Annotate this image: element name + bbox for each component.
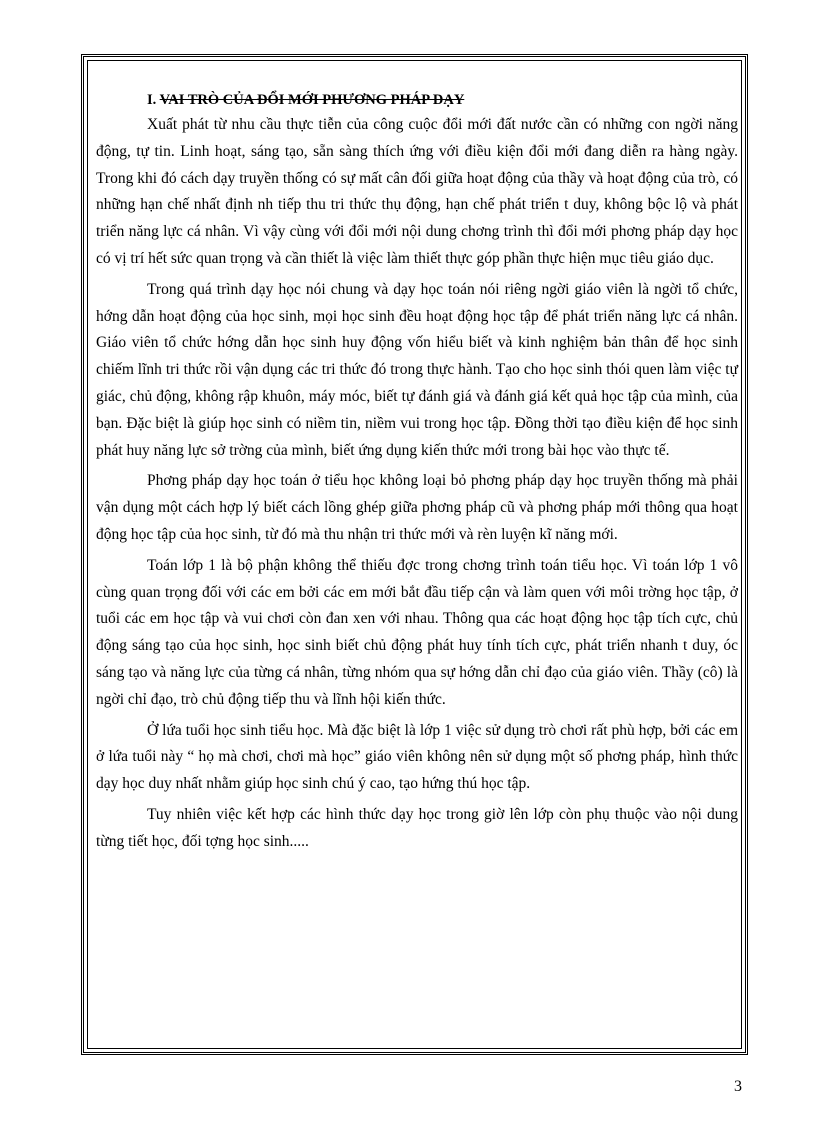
paragraph-5: Ở lứa tuổi học sinh tiểu học. Mà đặc biệt là lớp 1 việc sử dụng trò chơi rất phù hợp, bởi các em ở lứa tuổi này “ họ mà chơi, chơi mà học” giáo viên không nên sử dụng một số phơng pháp, hình thức dạy học duy nhất nhằm giúp học sinh chú ý cao, tạo hứng thú học tập. — [96, 721, 738, 793]
paragraph-4: Toán lớp 1 là bộ phận không thể thiếu đợc trong chơng trình toán tiểu học. Vì toán lớp 1 vô cùng quan trọng đối với các em bởi các em mới bắt đầu tiếp cận và làm quen với môi trờng học tập, ở tuổi các em học tập và vui chơi còn đan xen với nhau. Thông qua các hoạt động học tập tích cực, chủ động sáng tạo của học sinh, học sinh biết chủ động phát huy tính tích cực, phát triển nhanh t duy, óc sáng tạo và năng lực của từng cá nhân, từng nhóm qua sự hớng dẫn chỉ đạo của giáo viên. Thầy (cô) là ngời chỉ đạo, trò chủ động tiếp thu và lĩnh hội kiến thức. — [96, 556, 738, 708]
document-body — [96, 88, 738, 860]
paragraph-6: Tuy nhiên việc kết hợp các hình thức dạy học trong giờ lên lớp còn phụ thuộc vào nội dung từng tiết học, đối tợng học sinh..... — [96, 805, 738, 850]
section-title: VAI TRÒ CỦA ĐỔI MỚI PHƯƠNG PHÁP DẠY — [159, 92, 465, 108]
paragraph-1: Xuất phát từ nhu cầu thực tiễn của công cuộc đổi mới đất nước cần có những con ngời năng động, tự tin. Linh hoạt, sáng tạo, sẵn sàng thích ứng với điều kiện đổi mới đang diễn ra hàng ngày. Trong khi đó cách dạy truyền thống có sự mất cân đối giữa hoạt động của thầy và hoạt động của trò, có những hạn chế nhất định nh tiếp thu tri thức thụ động, hạn chế phát triển t duy, không bộc lộ và phát triển năng lực cá nhân. Vì vậy cùng với đổi mới nội dung chơng trình thì đổi mới phơng pháp dạy học có vị trí hết sức quan trọng và cần thiết là việc làm thiết thực góp phần thực hiện mục tiêu giáo dục. — [96, 116, 738, 267]
paragraph-3: Phơng pháp dạy học toán ở tiểu học không loại bỏ phơng pháp dạy học truyền thống mà phải vận dụng một cách hợp lý biết cách lồng ghép giữa phơng pháp cũ và phơng pháp mới thông qua hoạt động học tập của học sinh, từ đó mà thu nhận tri thức mới và rèn luyện kĩ năng mới. — [96, 472, 738, 543]
section-number: I. — [147, 92, 157, 108]
page-number: 3 — [734, 1078, 742, 1095]
section-heading — [147, 88, 738, 112]
paragraph-2: Trong quá trình dạy học nói chung và dạy học toán nói riêng ngời giáo viên là ngời tổ chức, hớng dẫn hoạt động của học sinh, mọi học sinh đều hoạt động học tập để phát triển năng lực cá nhân. Giáo viên tổ chức hớng dẫn học sinh huy động vốn hiểu biết và kinh nghiệm bản thân để học sinh chiếm lĩnh tri thức rồi vận dụng các tri thức đó trong thực hành. Tạo cho học sinh thói quen làm việc tự giác, chủ động, không rập khuôn, máy móc, biết tự đánh giá và đánh giá kết quả học tập của mình, của bạn. Đặc biệt là giúp học sinh có niềm tin, niềm vui trong học tập. Đồng thời tạo điều kiện để học sinh phát huy năng lực sở trờng của mình, biết ứng dụng kiến thức mới trong bài học vào thực tế. — [96, 280, 738, 459]
